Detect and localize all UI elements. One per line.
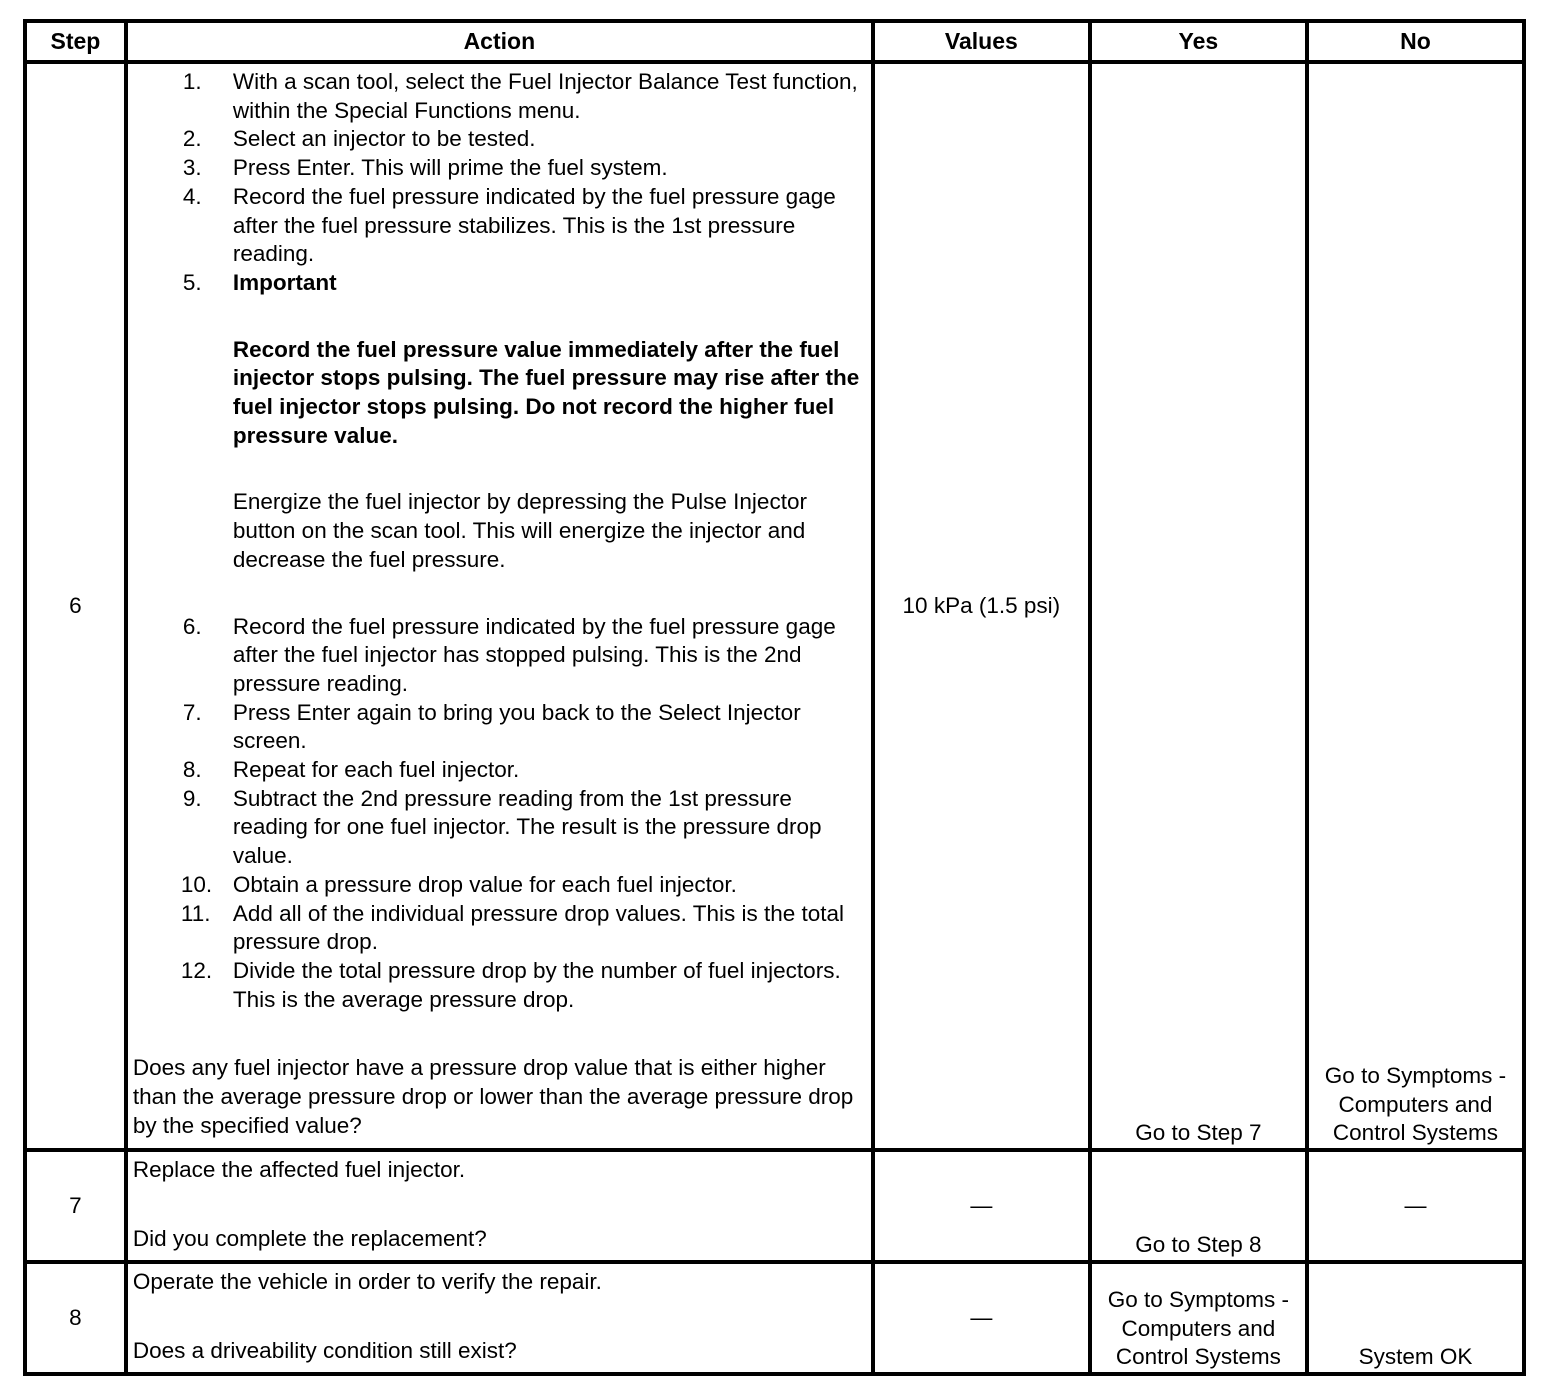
item-text: With a scan tool, select the Fuel Injector Balance Test function, within the Special Functions menu. (232, 69, 858, 123)
list-item (133, 125, 867, 154)
item-number: 3. (182, 155, 202, 181)
item-number: 5. (182, 269, 202, 295)
item-number: 6. (182, 613, 202, 639)
yes-cell: Go to Symptoms - Computers and Control Systems (1090, 1262, 1307, 1374)
item-text: Select an injector to be tested. (232, 126, 536, 152)
no-cell: — (1307, 1150, 1524, 1262)
action-cell (126, 1150, 873, 1262)
step5-instruction: Energize the fuel injector by depressing the Pulse Injector button on the scan tool. This will energize the injector and decrease the fuel pressure. (232, 489, 807, 572)
action-list-part1 (133, 68, 867, 1014)
list-item (133, 613, 867, 699)
action-question: Did you complete the replacement? (132, 1226, 487, 1252)
item-number: 8. (182, 757, 202, 783)
list-item (133, 785, 867, 871)
item-text: Record the fuel pressure indicated by the fuel pressure gage after the fuel injector has stopped pulsing. This is the 2nd pressure reading. (232, 613, 836, 696)
yes-cell: Go to Step 8 (1090, 1150, 1307, 1262)
list-item (133, 957, 867, 1014)
list-item (133, 269, 867, 613)
item-number: 9. (182, 785, 202, 811)
action-text: Replace the affected fuel injector. (132, 1157, 466, 1182)
action-cell (126, 1262, 873, 1374)
list-item (133, 154, 867, 183)
item-number: 7. (182, 699, 202, 725)
list-item (133, 756, 867, 785)
list-item (133, 900, 867, 957)
table-row-step-6 (25, 62, 1524, 1150)
item-text: Obtain a pressure drop value for each fuel injector. (232, 871, 737, 897)
item-number: 10. (180, 871, 213, 897)
no-cell: Go to Symptoms - Computers and Control Systems (1307, 62, 1524, 1150)
values-cell: — (873, 1150, 1090, 1262)
list-item (133, 699, 867, 756)
header-row (25, 21, 1524, 62)
item-number: 2. (182, 126, 202, 152)
step6-question: Does any fuel injector have a pressure drop value that is either higher than the average pressure drop or lower than the average pressure drop by the specified value? (132, 1055, 854, 1138)
item-number: 11. (180, 900, 211, 926)
item-text: Press Enter. This will prime the fuel system. (232, 155, 668, 181)
table-row-step-8 (25, 1262, 1524, 1374)
action-text: Operate the vehicle in order to verify the repair. (132, 1269, 602, 1294)
step-number: 8 (25, 1262, 126, 1374)
list-item (133, 183, 867, 269)
list-item (133, 871, 867, 900)
item-text: Repeat for each fuel injector. (232, 757, 520, 783)
important-note: Record the fuel pressure value immediately after the fuel injector stops pulsing. The fuel pressure may rise after the fuel injector stops pulsing. Do not record the higher fuel pressure value. (232, 336, 860, 448)
step-number: 7 (25, 1150, 126, 1262)
item-number: 4. (182, 183, 202, 209)
step-number: 6 (25, 62, 126, 1150)
table-row-step-7 (25, 1150, 1524, 1262)
header-step: Step (25, 21, 126, 62)
values-cell: 10 kPa (1.5 psi) (873, 62, 1090, 1150)
action-cell (126, 62, 873, 1150)
list-item (133, 68, 867, 125)
item-number: 1. (182, 69, 202, 94)
item-text: Divide the total pressure drop by the number of fuel injectors. This is the average pressure drop. (232, 957, 841, 1012)
header-no: No (1307, 21, 1524, 62)
item-text: Subtract the 2nd pressure reading from the 1st pressure reading for one fuel injector. The result is the pressure drop value. (232, 785, 822, 869)
no-cell: System OK (1307, 1262, 1524, 1374)
action-question: Does a driveability condition still exist? (132, 1338, 517, 1364)
header-values: Values (873, 21, 1090, 62)
item-text: Add all of the individual pressure drop values. This is the total pressure drop. (232, 900, 845, 955)
item-number: 12. (180, 957, 213, 983)
header-yes: Yes (1090, 21, 1307, 62)
item-text: Record the fuel pressure indicated by the fuel pressure gage after the fuel pressure stabilizes. This is the 1st pressure reading. (232, 183, 836, 267)
diagnostic-table (23, 19, 1526, 1376)
important-label: Important (232, 269, 337, 295)
yes-cell: Go to Step 7 (1090, 62, 1307, 1150)
values-cell: — (873, 1262, 1090, 1374)
header-action: Action (126, 21, 873, 62)
item-text: Press Enter again to bring you back to the Select Injector screen. (232, 699, 801, 754)
